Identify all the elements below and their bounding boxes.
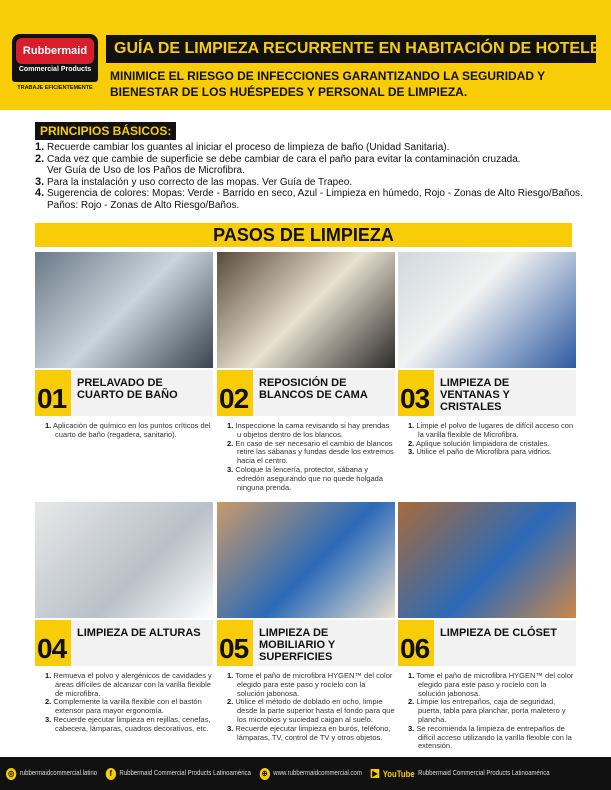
step-title: LIMPIEZA DE ALTURAS	[77, 627, 201, 639]
step-item: 3. Recuerde ejecutar limpieza en rejillas, cenefas, cabecera, lámparas, cuadros decorativos, etc.	[45, 714, 211, 733]
principles-list	[35, 142, 595, 211]
step-list	[45, 422, 213, 440]
youtube-icon: ▶	[372, 769, 378, 778]
step-item: 1. Remueva el polvo y alergénicos de cavidades y áreas difíciles de alcanzar con la varilla flexible de microfibra.	[45, 671, 212, 698]
step-number: 03	[398, 370, 434, 416]
step-number: 01	[35, 370, 71, 416]
step-photo	[217, 252, 395, 368]
step-card	[217, 502, 395, 742]
facebook-icon: f	[106, 768, 116, 780]
step-number: 04	[35, 620, 71, 666]
step-list	[45, 672, 213, 734]
step-number: 05	[217, 620, 253, 666]
page-subtitle: MINIMICE EL RIESGO DE INFECCIONES GARANTIZANDO LA SEGURIDAD Y BIENESTAR DE LOS HUÉSPEDES Y PERSONAL DE LIMPIEZA.	[110, 69, 545, 99]
step-card	[35, 252, 213, 440]
tagline: TRABAJE EFICIENTEMENTE	[17, 85, 93, 91]
step-photo	[35, 252, 213, 368]
step-item: 2. Aplique solución limpiadora de cristales.	[408, 438, 550, 448]
step-item: 1. Aplicación de químico en los puntos críticos del cuarto de baño (regadera, sanitario).	[45, 421, 211, 439]
header	[0, 0, 611, 110]
instagram-link[interactable]: rubbermaidcommercial.latino	[19, 770, 98, 777]
footer-links	[6, 757, 550, 790]
youtube-label: YouTube	[382, 768, 415, 779]
step-number: 06	[398, 620, 434, 666]
step-title: LIMPIEZA DE MOBILIARIO Y SUPERFICIES	[259, 627, 335, 663]
step-card	[398, 502, 576, 751]
step-header	[35, 620, 213, 666]
principle-item: 3. Para la instalación y uso correcto de las mopas. Ver Guía de Trapeo.	[35, 175, 353, 188]
principle-item: 4. Sugerencia de colores: Mopas: Verde - Barrido en seco, Azul - Limpieza en húmedo, Rojo - Zonas de Alto Riesgo/Baños. Paños: Rojo - Zonas de Alto Riesgo/Baños.	[35, 187, 583, 211]
step-item: 2. Limpie los entrepaños, caja de seguridad, puerta, tabla para planchar, porta maletero y plancha.	[408, 697, 566, 724]
youtube-link[interactable]: Rubbermaid Commercial Products Latinoamérica	[418, 770, 550, 777]
step-title: PRELAVADO DE CUARTO DE BAÑO	[77, 377, 178, 401]
step-list	[408, 422, 576, 457]
step-item: 2. En caso de ser necesario el cambio de blancos retire las sábanas y fundas desde los extremos hacia el centro.	[227, 438, 394, 466]
rubbermaid-logo	[12, 34, 98, 82]
steps-heading: PASOS DE LIMPIEZA	[35, 223, 572, 247]
step-header	[217, 370, 395, 416]
logo-sub: Commercial Products	[18, 66, 92, 73]
step-item: 1. Tome el paño de microfibra HYGEN™ del color elegido para este paso y rocíelo con la solución jabonosa.	[408, 671, 574, 698]
footer	[0, 757, 611, 790]
step-photo	[398, 502, 576, 618]
step-item: 3. Recuerde ejecutar limpieza en burós, teléfono, lámparas, TV, control de TV y otros objetos.	[227, 723, 391, 742]
step-list	[227, 422, 395, 492]
step-header	[35, 370, 213, 416]
step-title: LIMPIEZA DE VENTANAS Y CRISTALES	[440, 377, 510, 413]
principle-item: 1. Recuerde cambiar los guantes al iniciar el proceso de limpieza de baño (Unidad Sanitaria).	[35, 141, 450, 153]
web-link[interactable]: www.rubbermaidcommercial.com	[273, 770, 362, 777]
step-item: 3. Utilice el paño de Microfibra para vidrios.	[408, 447, 552, 457]
step-item: 2. Complemente la varilla flexible con el bastón extensor para mayor ergonomía.	[45, 697, 202, 716]
step-number: 02	[217, 370, 253, 416]
facebook-link[interactable]: Rubbermaid Commercial Products Latinoamérica	[119, 770, 251, 777]
step-item: 2. Utilice el método de doblado en ocho, limpie desde la parte superior hasta el fondo para que los microbios y suciedad caigan al suelo.	[227, 697, 395, 724]
step-header	[217, 620, 395, 666]
step-photo	[35, 502, 213, 618]
step-title: LIMPIEZA DE CLÓSET	[440, 627, 557, 639]
step-photo	[398, 252, 576, 368]
page-title: GUÍA DE LIMPIEZA RECURRENTE EN HABITACIÓN DE HOTELES	[106, 35, 596, 63]
step-header	[398, 370, 576, 416]
step-list	[408, 672, 576, 751]
principle-item: 2. Cada vez que cambie de superficie se debe cambiar de cara el paño para evitar la contaminación cruzada. Ver Guía de Uso de los Paños de Microfibra.	[35, 152, 521, 176]
instagram-icon: ◎	[6, 768, 16, 780]
step-card	[35, 502, 213, 734]
step-card	[398, 252, 576, 457]
step-item: 3. Se recomienda la limpieza de entrepaños de difícil acceso utilizando la varilla flexible con la extensión.	[408, 723, 572, 751]
step-item: 1. Tome el paño de microfibra HYGEN™ del color elegido para este paso y rocíelo con la solución jabonosa.	[227, 671, 393, 698]
step-header	[398, 620, 576, 666]
step-item: 1. Inspeccione la cama revisando si hay prendas u objetos dentro de los blancos.	[227, 421, 390, 439]
globe-icon: ⊕	[260, 768, 270, 780]
principles-heading: PRINCIPIOS BÁSICOS:	[35, 122, 176, 140]
step-item: 3. Coloque la lencería, protector, sábana y edredón asegurando que no quede holgada ninguna prenda.	[227, 464, 383, 492]
step-card	[217, 252, 395, 492]
step-item: 1. Limpie el polvo de lugares de difícil acceso con la varilla flexible de Microfibra.	[408, 421, 574, 439]
step-photo	[217, 502, 395, 618]
step-list	[227, 672, 395, 742]
logo-brand: Rubbermaid	[16, 38, 94, 64]
step-title: REPOSICIÓN DE BLANCOS DE CAMA	[259, 377, 368, 401]
